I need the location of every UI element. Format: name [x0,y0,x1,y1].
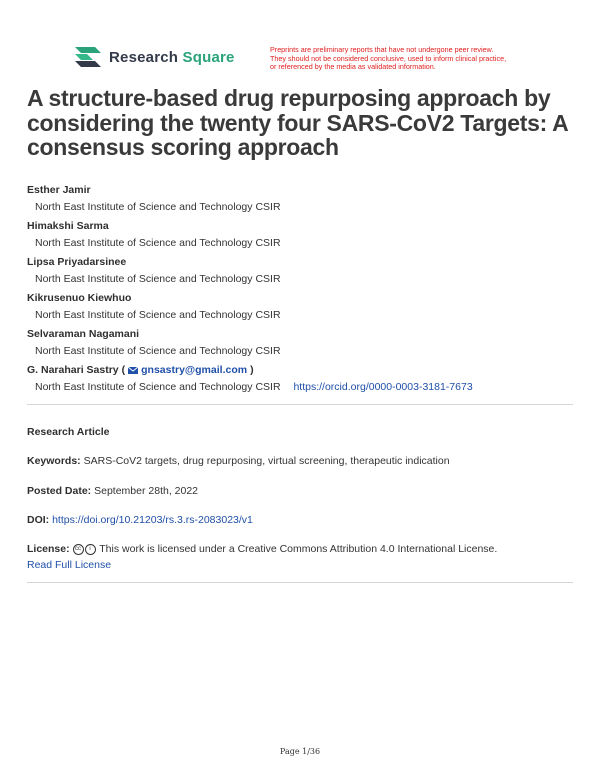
author-list [27,182,587,398]
page-number: Page 1/36 [279,747,321,756]
author-affiliation: North East Institute of Science and Technology CSIR [35,309,281,321]
author-affiliation: North East Institute of Science and Technology CSIR [35,201,281,213]
doi-row [27,512,587,528]
license-text: This work is licensed under a Creative Commons Attribution 4.0 International License. [99,543,498,555]
close-paren: ) [250,364,254,376]
author-entry [27,182,587,216]
author-affiliation: North East Institute of Science and Technology CSIR [35,273,281,285]
author-name: Esther Jamir [27,184,91,196]
author-name: Lipsa Priyadarsinee [27,256,127,268]
author-email-link[interactable]: gnsastry@gmail.com [141,364,248,376]
posted-date-label: Posted Date: [27,485,92,497]
preprint-notice-line: They should not be considered conclusive, used to inform clinical practice, [270,53,507,63]
logo-text-research: Research [109,48,179,66]
posted-date-row [27,483,587,499]
author-affiliation: North East Institute of Science and Technology CSIR [35,381,281,393]
keywords-value: SARS-CoV2 targets, drug repurposing, virtual screening, therapeutic indication [83,455,450,467]
open-paren: ( [121,364,126,376]
posted-date-value: September 28th, 2022 [94,485,199,497]
mail-icon [128,367,138,374]
orcid-link[interactable]: https://orcid.org/0000-0003-3181-7673 [293,381,473,393]
author-entry [27,254,587,288]
creative-commons-icon: cc [73,544,84,555]
keywords-row [27,453,587,469]
logo-text [109,49,235,66]
author-name: Selvaraman Nagamani [27,328,140,340]
author-affiliation-row [27,379,587,396]
author-entry [27,290,587,324]
section-divider [27,404,573,405]
author-affiliation: North East Institute of Science and Technology CSIR [35,237,281,249]
research-square-logo-icon [73,44,103,70]
author-name: Himakshi Sarma [27,220,109,232]
preprint-notice [270,46,540,72]
doi-label: DOI: [27,514,50,526]
read-full-license-link[interactable]: Read Full License [27,559,112,571]
attribution-icon: i [85,544,96,555]
license-row [27,541,587,573]
doi-link[interactable]: https://doi.org/10.21203/rs.3.rs-2083023/v1 [52,514,253,526]
research-square-logo[interactable] [73,44,235,70]
article-type: Research Article [27,426,110,438]
preprint-notice-line: or referenced by the media as validated information. [270,62,436,71]
author-entry-corresponding [27,362,587,396]
author-name-row [27,362,587,379]
preprint-notice-line: Preprints are preliminary reports that have not undergone peer review. [270,45,494,54]
author-entry [27,218,587,252]
author-name: Kikrusenuo Kiewhuo [27,292,132,304]
keywords-label: Keywords: [27,455,81,467]
paper-title: A structure-based drug repurposing approach by considering the twenty four SARS-CoV2 Targets: A consensus scoring approach [27,85,568,160]
section-divider [27,582,573,583]
author-affiliation: North East Institute of Science and Technology CSIR [35,345,281,357]
author-name: G. Narahari Sastry [27,364,119,376]
license-label: License: [27,543,70,555]
author-entry [27,326,587,360]
logo-text-square: Square [182,48,235,66]
